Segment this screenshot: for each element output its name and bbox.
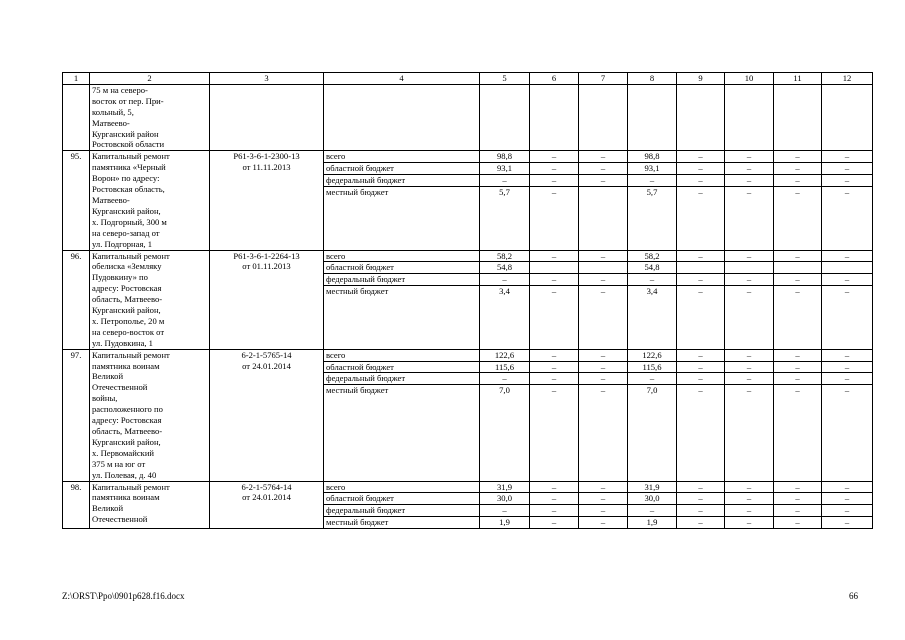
value-cell: – [774, 151, 822, 163]
value-cell [628, 84, 677, 150]
object-description: Капитальный ремонт памятника «Черный Ворон» по адресу: Ростовская область, Матвеево- Курганский район, х. Подгорный, 300 м на северо-запад от ул. Подгорная, 1 [90, 151, 210, 250]
value-cell: 115,6 [628, 361, 677, 373]
document-cell: 6-2-1-5764-14 от 24.01.2014 [210, 481, 324, 529]
value-cell: – [725, 151, 774, 163]
value-cell: – [725, 286, 774, 349]
value-cell: – [774, 274, 822, 286]
value-cell: – [530, 286, 579, 349]
value-cell: – [579, 493, 628, 505]
budget-label: федеральный бюджет [324, 373, 480, 385]
column-number-row [63, 73, 873, 85]
value-cell: 7,0 [480, 385, 530, 481]
value-cell: – [822, 286, 873, 349]
value-cell: – [579, 385, 628, 481]
value-cell: 98,8 [628, 151, 677, 163]
value-cell: – [774, 175, 822, 187]
column-header: 4 [324, 73, 480, 85]
value-cell: – [725, 274, 774, 286]
file-path-footer: Z:\ORST\Ppo\0901p628.f16.docx [62, 591, 185, 601]
column-header: 1 [63, 73, 90, 85]
value-cell: – [579, 505, 628, 517]
value-cell: – [677, 385, 725, 481]
value-cell [822, 262, 873, 274]
value-cell: – [677, 361, 725, 373]
value-cell: – [774, 187, 822, 250]
value-cell: – [480, 505, 530, 517]
value-cell [822, 84, 873, 150]
value-cell: – [530, 151, 579, 163]
value-cell: – [677, 505, 725, 517]
row-number-cell: 98. [63, 481, 90, 529]
value-cell: – [822, 175, 873, 187]
budget-cell [324, 84, 480, 150]
value-cell: – [725, 505, 774, 517]
value-cell [774, 262, 822, 274]
budget-label: местный бюджет [324, 286, 480, 349]
budget-label: местный бюджет [324, 187, 480, 250]
value-cell: – [725, 361, 774, 373]
value-cell: – [530, 175, 579, 187]
table-row [63, 151, 873, 163]
value-cell: – [822, 349, 873, 361]
value-cell: 58,2 [628, 250, 677, 262]
value-cell: – [677, 250, 725, 262]
page-number: 66 [849, 591, 858, 601]
value-cell: – [822, 385, 873, 481]
document-cell: Р61-3-6-1-2264-13 от 01.11.2013 [210, 250, 324, 349]
value-cell: – [530, 274, 579, 286]
table-row [63, 481, 873, 493]
value-cell: – [530, 493, 579, 505]
value-cell: – [822, 481, 873, 493]
value-cell [725, 262, 774, 274]
value-cell: – [774, 250, 822, 262]
value-cell: – [579, 175, 628, 187]
value-cell [480, 84, 530, 150]
value-cell [579, 187, 628, 250]
value-cell: – [822, 151, 873, 163]
value-cell: – [579, 517, 628, 529]
value-cell: – [822, 274, 873, 286]
column-header: 10 [725, 73, 774, 85]
budget-label: всего [324, 481, 480, 493]
value-cell: – [774, 163, 822, 175]
value-cell: – [579, 361, 628, 373]
value-cell: – [774, 373, 822, 385]
value-cell: – [677, 349, 725, 361]
value-cell: – [579, 286, 628, 349]
budget-label: местный бюджет [324, 517, 480, 529]
value-cell: – [725, 493, 774, 505]
value-cell [774, 84, 822, 150]
value-cell: – [677, 373, 725, 385]
value-cell: 7,0 [628, 385, 677, 481]
budget-label: областной бюджет [324, 262, 480, 274]
budget-label: всего [324, 151, 480, 163]
value-cell: 5,7 [628, 187, 677, 250]
value-cell: – [725, 163, 774, 175]
value-cell: – [530, 250, 579, 262]
value-cell: – [530, 361, 579, 373]
value-cell: 3,4 [628, 286, 677, 349]
column-header: 11 [774, 73, 822, 85]
object-description: Капитальный ремонт памятника воинам Великой Отечественной [90, 481, 210, 529]
budget-table [62, 72, 873, 529]
value-cell [725, 84, 774, 150]
column-header: 8 [628, 73, 677, 85]
value-cell: – [677, 163, 725, 175]
value-cell: – [579, 163, 628, 175]
budget-label: федеральный бюджет [324, 175, 480, 187]
value-cell: – [725, 517, 774, 529]
row-number-cell: 97. [63, 349, 90, 481]
document-cell [210, 84, 324, 150]
value-cell: – [579, 250, 628, 262]
value-cell: – [822, 187, 873, 250]
row-number-cell: 96. [63, 250, 90, 349]
value-cell: – [774, 385, 822, 481]
value-cell: – [677, 286, 725, 349]
budget-label: местный бюджет [324, 385, 480, 481]
value-cell: – [774, 361, 822, 373]
value-cell: – [480, 274, 530, 286]
value-cell: – [725, 175, 774, 187]
budget-label: федеральный бюджет [324, 505, 480, 517]
value-cell: – [628, 274, 677, 286]
value-cell: – [822, 250, 873, 262]
value-cell [530, 262, 579, 274]
value-cell [579, 84, 628, 150]
continuation-row [63, 84, 873, 150]
value-cell: – [822, 361, 873, 373]
value-cell: – [774, 481, 822, 493]
value-cell: – [530, 505, 579, 517]
value-cell: – [579, 481, 628, 493]
budget-label: всего [324, 250, 480, 262]
value-cell: – [579, 349, 628, 361]
value-cell: – [774, 505, 822, 517]
value-cell: – [822, 373, 873, 385]
value-cell [579, 262, 628, 274]
value-cell: – [530, 187, 579, 250]
table-row [63, 250, 873, 262]
value-cell: – [530, 481, 579, 493]
column-header: 12 [822, 73, 873, 85]
column-header: 9 [677, 73, 725, 85]
value-cell: – [579, 151, 628, 163]
value-cell: – [530, 385, 579, 481]
budget-label: областной бюджет [324, 361, 480, 373]
value-cell: – [725, 250, 774, 262]
value-cell: 122,6 [480, 349, 530, 361]
value-cell: – [480, 175, 530, 187]
value-cell [677, 262, 725, 274]
value-cell: – [677, 517, 725, 529]
row-number-cell: 95. [63, 151, 90, 250]
value-cell: – [579, 373, 628, 385]
value-cell: 5,7 [480, 187, 530, 250]
value-cell: 30,0 [628, 493, 677, 505]
column-header: 2 [90, 73, 210, 85]
document-cell: Р61-3-6-1-2300-13 от 11.11.2013 [210, 151, 324, 250]
value-cell: – [725, 385, 774, 481]
value-cell: 98,8 [480, 151, 530, 163]
value-cell: – [725, 349, 774, 361]
value-cell: – [774, 493, 822, 505]
value-cell: – [822, 493, 873, 505]
value-cell: – [677, 493, 725, 505]
value-cell: – [822, 505, 873, 517]
value-cell [530, 84, 579, 150]
value-cell: – [677, 187, 725, 250]
value-cell: – [774, 349, 822, 361]
value-cell: – [628, 505, 677, 517]
value-cell: 3,4 [480, 286, 530, 349]
value-cell: – [725, 481, 774, 493]
value-cell: 1,9 [480, 517, 530, 529]
value-cell: – [628, 373, 677, 385]
value-cell: – [579, 274, 628, 286]
object-description: Капитальный ремонт обелиска «Земляку Пудовкину» по адресу: Ростовская область, Матвеево- Курганский район, х. Петрополье, 20 м на северо-восток от ул. Пудовкина, 1 [90, 250, 210, 349]
value-cell: – [677, 481, 725, 493]
value-cell: 93,1 [480, 163, 530, 175]
value-cell: – [530, 373, 579, 385]
value-cell [677, 84, 725, 150]
value-cell: 93,1 [628, 163, 677, 175]
value-cell: – [530, 349, 579, 361]
budget-label: федеральный бюджет [324, 274, 480, 286]
value-cell: 1,9 [628, 517, 677, 529]
value-cell: – [530, 517, 579, 529]
column-header: 5 [480, 73, 530, 85]
column-header: 6 [530, 73, 579, 85]
value-cell: 122,6 [628, 349, 677, 361]
value-cell: – [822, 163, 873, 175]
row-number-cell [63, 84, 90, 150]
budget-label: всего [324, 349, 480, 361]
object-description: 75 м на северо- восток от пер. При- кольный, 5, Матвеево- Курганский район Ростовской области [90, 84, 210, 150]
value-cell: – [628, 175, 677, 187]
value-cell: – [677, 274, 725, 286]
value-cell: – [530, 163, 579, 175]
value-cell: 58,2 [480, 250, 530, 262]
value-cell: 115,6 [480, 361, 530, 373]
value-cell: – [774, 517, 822, 529]
column-header: 3 [210, 73, 324, 85]
budget-label: областной бюджет [324, 493, 480, 505]
value-cell: – [725, 187, 774, 250]
value-cell: – [822, 517, 873, 529]
value-cell: 54,8 [628, 262, 677, 274]
budget-label: областной бюджет [324, 163, 480, 175]
value-cell: – [725, 373, 774, 385]
document-cell: 6-2-1-5765-14 от 24.01.2014 [210, 349, 324, 481]
value-cell: 30,0 [480, 493, 530, 505]
value-cell: 31,9 [628, 481, 677, 493]
object-description: Капитальный ремонт памятника воинам Великой Отечественной войны, расположенного по адресу: Ростовская область, Матвеево- Курганский район, х. Первомайский 375 м на юг от ул. Полевая, д. 40 [90, 349, 210, 481]
value-cell: – [677, 175, 725, 187]
value-cell: – [677, 151, 725, 163]
value-cell: – [480, 373, 530, 385]
value-cell: 31,9 [480, 481, 530, 493]
column-header: 7 [579, 73, 628, 85]
table-row [63, 349, 873, 361]
value-cell: – [774, 286, 822, 349]
value-cell: 54,8 [480, 262, 530, 274]
